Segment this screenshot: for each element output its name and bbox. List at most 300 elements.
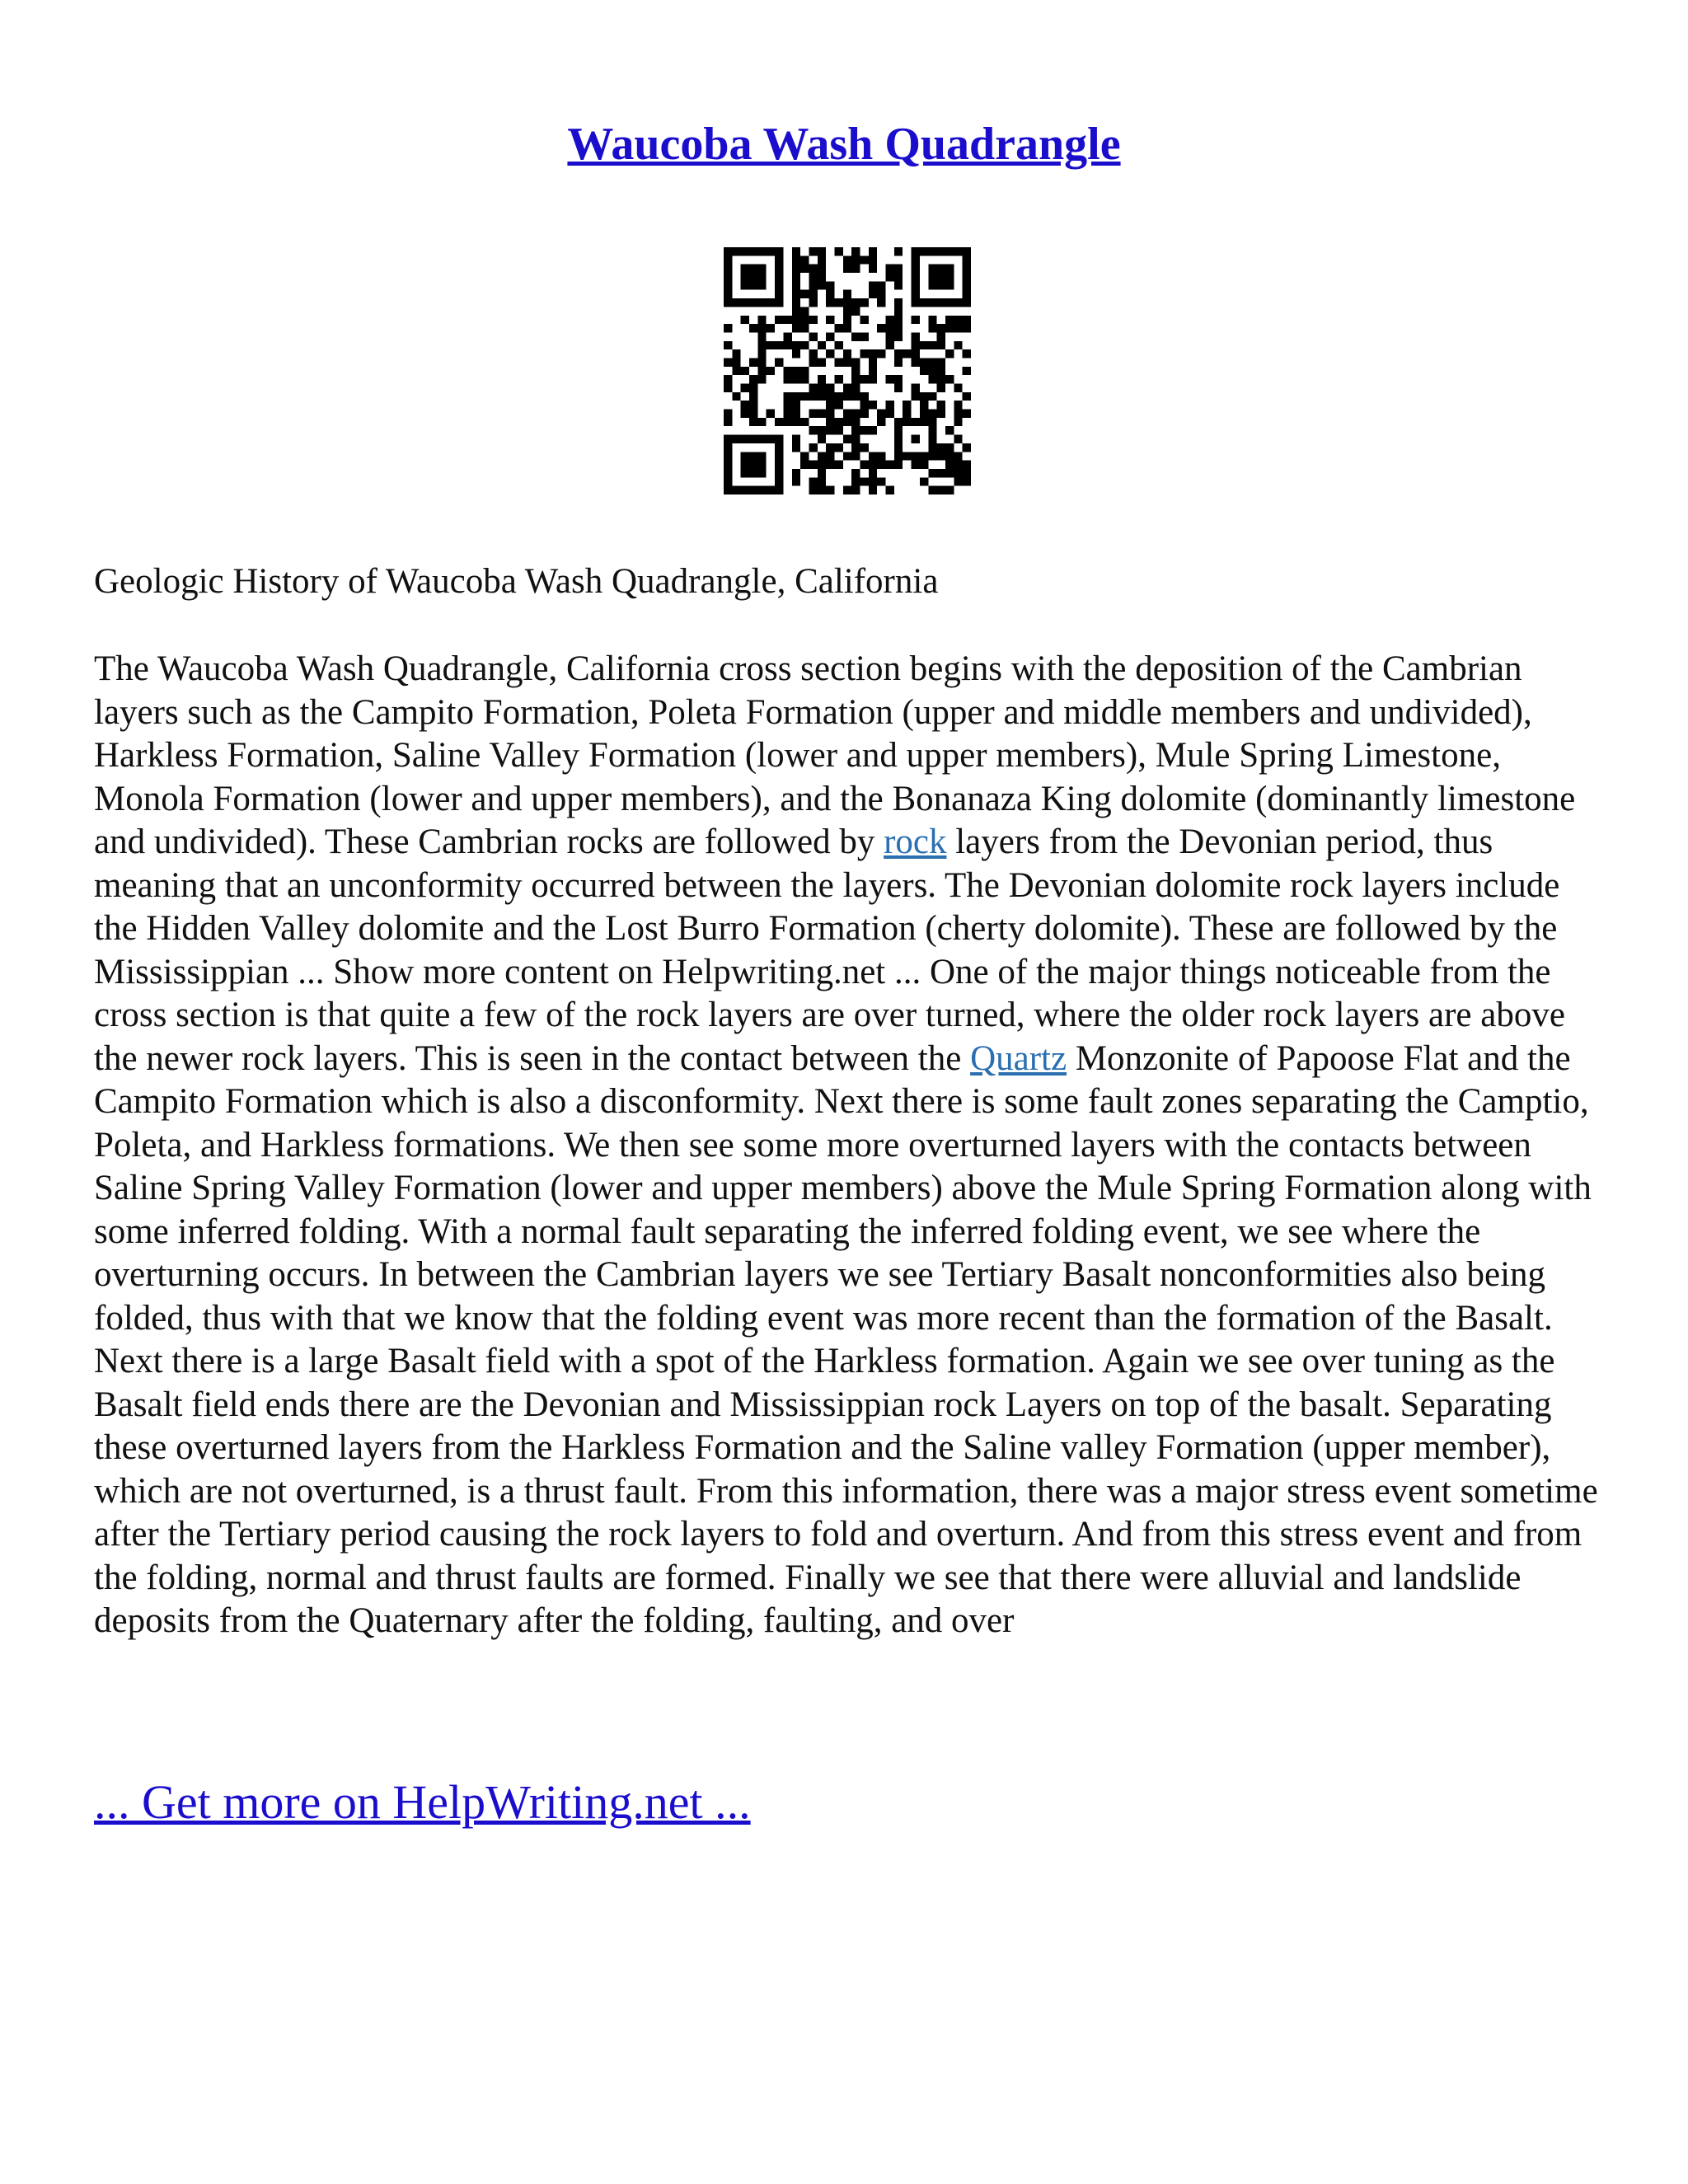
qr-module: [937, 469, 945, 477]
qr-module: [937, 341, 945, 349]
qr-module: [843, 298, 851, 307]
qr-module: [912, 452, 920, 460]
qr-module: [792, 273, 800, 281]
qr-module: [792, 401, 800, 409]
qr-module: [928, 247, 936, 255]
qr-module: [724, 265, 732, 273]
qr-module: [869, 358, 877, 366]
qr-module: [757, 349, 766, 358]
qr-module: [724, 486, 732, 494]
qr-module: [800, 461, 809, 469]
qr-module: [963, 367, 971, 375]
qr-module: [826, 452, 834, 460]
qr-module: [818, 486, 826, 494]
qr-module: [749, 375, 757, 383]
qr-module: [792, 375, 800, 383]
qr-module: [792, 307, 800, 315]
qr-module: [963, 477, 971, 485]
qr-module: [945, 461, 954, 469]
qr-module: [800, 367, 809, 375]
qr-module: [945, 324, 954, 332]
qr-module: [843, 324, 851, 332]
qr-module: [920, 452, 928, 460]
qr-module: [851, 486, 860, 494]
qr-module: [826, 384, 834, 392]
qr-module: [886, 332, 894, 340]
qr-module: [826, 290, 834, 298]
qr-module: [894, 426, 903, 434]
qr-module: [818, 392, 826, 401]
qr-module: [945, 349, 954, 358]
qr-module: [775, 461, 783, 469]
qr-module: [818, 461, 826, 469]
qr-module: [903, 418, 911, 426]
qr-module: [809, 384, 817, 392]
qr-module: [869, 349, 877, 358]
qr-module: [775, 469, 783, 477]
qr-module: [869, 426, 877, 434]
qr-module: [800, 324, 809, 332]
qr-module: [877, 452, 885, 460]
qr-module: [783, 367, 791, 375]
qr-module: [749, 461, 757, 469]
qr-module: [937, 273, 945, 281]
qr-module: [757, 469, 766, 477]
qr-module: [869, 367, 877, 375]
document-subtitle: Geologic History of Waucoba Wash Quadrangle, California: [94, 562, 939, 601]
qr-module: [912, 435, 920, 443]
qr-module: [741, 401, 749, 409]
qr-module: [912, 290, 920, 298]
qr-module: [724, 443, 732, 452]
qr-module: [783, 332, 791, 340]
qr-module: [732, 349, 740, 358]
qr-module: [767, 435, 775, 443]
qr-module: [928, 265, 936, 273]
qr-module: [724, 461, 732, 469]
qr-module: [928, 418, 936, 426]
qr-module: [767, 247, 775, 255]
qr-module: [928, 375, 936, 383]
qr-module: [851, 367, 860, 375]
body-text-part-1: The Waucoba Wash Quadrangle, California cross section begins with the deposition of the Cambrian layers such as the Campito Formation, Poleta Formation (upper and middle members and undivided), Harkless Formation, Saline Valley Formation (lower and upper members), Mule Spring Limestone, Monola Formation (lower and upper members), and the Bonanaza King dolomite (dominantly limestone and undivided). These Cambrian rocks are followed by: [94, 649, 1576, 861]
qr-module: [912, 247, 920, 255]
qr-module: [851, 298, 860, 307]
qr-module: [757, 418, 766, 426]
qr-module: [843, 265, 851, 273]
qr-module: [945, 469, 954, 477]
qr-module: [741, 298, 749, 307]
qr-module: [792, 324, 800, 332]
qr-module: [749, 247, 757, 255]
qr-module: [818, 358, 826, 366]
qr-module: [894, 332, 903, 340]
qr-module: [741, 461, 749, 469]
qr-module: [741, 410, 749, 418]
qr-module: [894, 443, 903, 452]
qr-module: [945, 375, 954, 383]
qr-module: [724, 384, 732, 392]
qr-module: [963, 265, 971, 273]
qr-module: [894, 273, 903, 281]
qr-module: [954, 461, 962, 469]
qr-module: [963, 349, 971, 358]
qr-module: [851, 443, 860, 452]
qr-module: [928, 281, 936, 289]
qr-module: [809, 461, 817, 469]
qr-module: [834, 401, 842, 409]
qr-module: [792, 341, 800, 349]
qr-module: [834, 392, 842, 401]
qr-module: [851, 426, 860, 434]
qr-module: [886, 375, 894, 383]
qr-module: [767, 367, 775, 375]
qr-module: [775, 443, 783, 452]
qr-module: [928, 324, 936, 332]
qr-module: [860, 426, 869, 434]
qr-module: [843, 452, 851, 460]
quartz-link[interactable]: Quartz: [970, 1038, 1067, 1078]
qr-module: [783, 341, 791, 349]
qr-module: [749, 384, 757, 392]
qr-module: [851, 469, 860, 477]
qr-module: [894, 265, 903, 273]
qr-module: [757, 486, 766, 494]
qr-module: [920, 298, 928, 307]
qr-module: [954, 316, 962, 324]
qr-module: [843, 255, 851, 264]
get-more-section: [94, 1774, 751, 1831]
qr-module: [757, 281, 766, 289]
qr-module: [724, 418, 732, 426]
qr-module: [886, 273, 894, 281]
qr-module: [954, 452, 962, 460]
qr-module: [928, 298, 936, 307]
qr-module: [894, 384, 903, 392]
qr-module: [877, 477, 885, 485]
qr-module: [928, 358, 936, 366]
qr-module: [741, 435, 749, 443]
qr-module: [809, 443, 817, 452]
qr-module: [928, 426, 936, 434]
qr-module: [809, 426, 817, 434]
qr-module: [818, 452, 826, 460]
get-more-link[interactable]: ... Get more on HelpWriting.net ...: [94, 1775, 751, 1829]
qr-module: [741, 316, 749, 324]
qr-module: [792, 410, 800, 418]
qr-module: [894, 349, 903, 358]
qr-module: [860, 392, 869, 401]
qr-module: [869, 375, 877, 383]
qr-module: [724, 290, 732, 298]
qr-module: [818, 426, 826, 434]
qr-module: [937, 247, 945, 255]
qr-module: [963, 392, 971, 401]
qr-module: [834, 341, 842, 349]
qr-module: [860, 461, 869, 469]
qr-module: [912, 358, 920, 366]
qr-module: [945, 281, 954, 289]
qr-module: [920, 401, 928, 409]
qr-module: [809, 281, 817, 289]
qr-module: [775, 281, 783, 289]
title-link[interactable]: Waucoba Wash Quadrangle: [567, 119, 1121, 170]
qr-module: [724, 273, 732, 281]
qr-module: [749, 401, 757, 409]
qr-module: [894, 452, 903, 460]
qr-module: [724, 469, 732, 477]
qr-module: [877, 349, 885, 358]
qr-module: [800, 418, 809, 426]
qr-module: [757, 265, 766, 273]
qr-module: [912, 265, 920, 273]
qr-module: [757, 316, 766, 324]
qr-module: [954, 247, 962, 255]
qr-module: [928, 341, 936, 349]
qr-module: [920, 410, 928, 418]
qr-module: [928, 316, 936, 324]
qr-module: [724, 281, 732, 289]
qr-module: [843, 358, 851, 366]
qr-module: [818, 265, 826, 273]
qr-module: [792, 349, 800, 358]
qr-module: [767, 298, 775, 307]
qr-module: [886, 486, 894, 494]
qr-module: [818, 341, 826, 349]
qr-module: [954, 401, 962, 409]
qr-module: [741, 469, 749, 477]
qr-module: [869, 486, 877, 494]
qr-module: [783, 392, 791, 401]
qr-module: [757, 341, 766, 349]
qr-module: [912, 255, 920, 264]
qr-module: [792, 281, 800, 289]
qr-module: [757, 461, 766, 469]
body-text-part-3: Monzonite of Papoose Flat and the Campito Formation which is also a disconformity. Next there is some fault zones separating the Camptio, Poleta, and Harkless formations. We then see some more overturned layers with the contacts between Saline Spring Valley Formation (lower and upper members) above the Mule Spring Formation along with some inferred folding. With a normal fault separating the inferred folding event, we see where the overturning occurs. In between the Cambrian layers we see Tertiary Basalt nonconformities also being folded, thus with that we know that the folding event was more recent than the formation of the Basalt. Next there is a large Basalt field with a spot of the Harkless formation. Again we see over tuning as the Basalt field ends there are the Devonian and Mississippian rock Layers on top of the basalt. Separating these overturned layers from the Harkless Formation and the Saline valley Formation (upper member), which are not overturned, is a thrust fault. From this information, there was a major stress event sometime after the Tertiary period causing the rock layers to fold and overturn. And from this stress event and from the folding, normal and thrust faults are formed. Finally we see that there were alluvial and landslide deposits from the Quaternary after the folding, faulting, and over: [94, 1038, 1598, 1640]
qr-module: [818, 375, 826, 383]
qr-module: [792, 316, 800, 324]
qr-module: [954, 418, 962, 426]
qr-module: [767, 341, 775, 349]
qr-module: [741, 486, 749, 494]
qr-module: [741, 265, 749, 273]
qr-module: [903, 410, 911, 418]
qr-module: [937, 443, 945, 452]
qr-module: [818, 435, 826, 443]
qr-module: [903, 401, 911, 409]
qr-module: [937, 401, 945, 409]
qr-module: [775, 358, 783, 366]
qr-module: [775, 247, 783, 255]
body-paragraph: [94, 648, 1602, 1643]
qr-module: [818, 273, 826, 281]
qr-module: [809, 392, 817, 401]
qr-module: [869, 247, 877, 255]
qr-module: [928, 443, 936, 452]
qr-module: [826, 332, 834, 340]
qr-module: [851, 307, 860, 315]
qr-module: [783, 410, 791, 418]
qr-module: [912, 461, 920, 469]
qr-module: [724, 410, 732, 418]
qr-module: [945, 298, 954, 307]
qr-module: [834, 247, 842, 255]
qr-module: [800, 341, 809, 349]
qr-module: [920, 461, 928, 469]
qr-module: [851, 247, 860, 255]
qr-module: [843, 410, 851, 418]
qr-module: [724, 255, 732, 264]
qr-module: [800, 265, 809, 273]
qr-module: [886, 401, 894, 409]
qr-module: [894, 298, 903, 307]
qr-module: [877, 290, 885, 298]
qr-module: [963, 461, 971, 469]
qr-module: [826, 418, 834, 426]
qr-module: [732, 367, 740, 375]
qr-module: [869, 401, 877, 409]
qr-module: [851, 358, 860, 366]
qr-module: [886, 341, 894, 349]
qr-module: [749, 435, 757, 443]
qr-module: [860, 349, 869, 358]
qr-module: [937, 375, 945, 383]
qr-module: [792, 469, 800, 477]
qr-module: [963, 281, 971, 289]
qr-module: [954, 298, 962, 307]
qr-module: [937, 324, 945, 332]
qr-module: [843, 384, 851, 392]
qr-module: [869, 290, 877, 298]
qr-module: [945, 486, 954, 494]
qr-module: [792, 435, 800, 443]
qr-module: [834, 426, 842, 434]
qr-module: [800, 255, 809, 264]
qr-module: [869, 469, 877, 477]
qr-module: [912, 384, 920, 392]
qr-module: [928, 273, 936, 281]
qr-module: [928, 392, 936, 401]
rock-link[interactable]: rock: [884, 823, 947, 861]
qr-module: [749, 418, 757, 426]
qr-module: [826, 443, 834, 452]
qr-module: [912, 392, 920, 401]
qr-module: [954, 469, 962, 477]
qr-module: [920, 358, 928, 366]
qr-module: [800, 316, 809, 324]
qr-module: [894, 461, 903, 469]
qr-module: [928, 410, 936, 418]
qr-module: [937, 452, 945, 460]
qr-module: [800, 392, 809, 401]
qr-module: [903, 349, 911, 358]
qr-module: [792, 477, 800, 485]
qr-module: [792, 290, 800, 298]
qr-module: [724, 375, 732, 383]
qr-module: [877, 324, 885, 332]
qr-module: [834, 443, 842, 452]
qr-module: [954, 384, 962, 392]
qr-module: [945, 316, 954, 324]
qr-module: [767, 324, 775, 332]
qr-module: [809, 332, 817, 340]
qr-module: [826, 401, 834, 409]
qr-module: [894, 316, 903, 324]
qr-module: [851, 477, 860, 485]
qr-module: [894, 358, 903, 366]
qr-module: [783, 401, 791, 409]
qr-module: [749, 324, 757, 332]
qr-module: [860, 443, 869, 452]
qr-module: [775, 255, 783, 264]
qr-module: [920, 418, 928, 426]
qr-module: [724, 341, 732, 349]
qr-module: [741, 273, 749, 281]
qr-module: [869, 265, 877, 273]
qr-module: [741, 452, 749, 460]
qr-module: [749, 486, 757, 494]
qr-module: [937, 384, 945, 392]
qr-module: [851, 435, 860, 443]
qr-module: [945, 247, 954, 255]
qr-module: [963, 290, 971, 298]
qr-module: [826, 461, 834, 469]
qr-module: [945, 273, 954, 281]
qr-module: [843, 290, 851, 298]
qr-module: [809, 486, 817, 494]
qr-module: [783, 418, 791, 426]
qr-module: [954, 324, 962, 332]
qr-module: [826, 392, 834, 401]
qr-module: [886, 265, 894, 273]
qr-module: [920, 341, 928, 349]
qr-module: [945, 443, 954, 452]
qr-module: [903, 452, 911, 460]
qr-module: [792, 298, 800, 307]
qr-module: [792, 265, 800, 273]
qr-module: [741, 384, 749, 392]
qr-module: [792, 392, 800, 401]
qr-module: [894, 375, 903, 383]
qr-module: [749, 392, 757, 401]
qr-module: [886, 461, 894, 469]
qr-module: [851, 452, 860, 460]
qr-module: [937, 265, 945, 273]
qr-module: [749, 410, 757, 418]
qr-module: [732, 392, 740, 401]
qr-module: [792, 367, 800, 375]
qr-module: [963, 316, 971, 324]
qr-module: [792, 247, 800, 255]
qr-module: [954, 435, 962, 443]
qr-module: [963, 298, 971, 307]
qr-module: [775, 341, 783, 349]
qr-module: [851, 392, 860, 401]
qr-module: [886, 410, 894, 418]
qr-module: [749, 298, 757, 307]
qr-module: [860, 410, 869, 418]
body-text-part-2: layers from the Devonian period, thus meaning that an unconformity occurred between the layers. The Devonian dolomite rock layers include the Hidden Valley dolomite and the Lost Burro Formation (cherty dolomite). These are followed by the Mississippian ... Show more content on Helpwriting.net ... One of the major things noticeable from the cross section is that quite a few of the rock layers are over turned, where the older rock layers are above the newer rock layers. This is seen in the contact between the: [94, 823, 1565, 1078]
qr-module: [818, 255, 826, 264]
qr-module: [775, 452, 783, 460]
qr-module: [920, 392, 928, 401]
qr-module: [826, 349, 834, 358]
qr-module: [826, 410, 834, 418]
qr-module: [749, 265, 757, 273]
qr-module: [757, 435, 766, 443]
qr-module: [869, 452, 877, 460]
qr-code-icon: [724, 247, 971, 494]
